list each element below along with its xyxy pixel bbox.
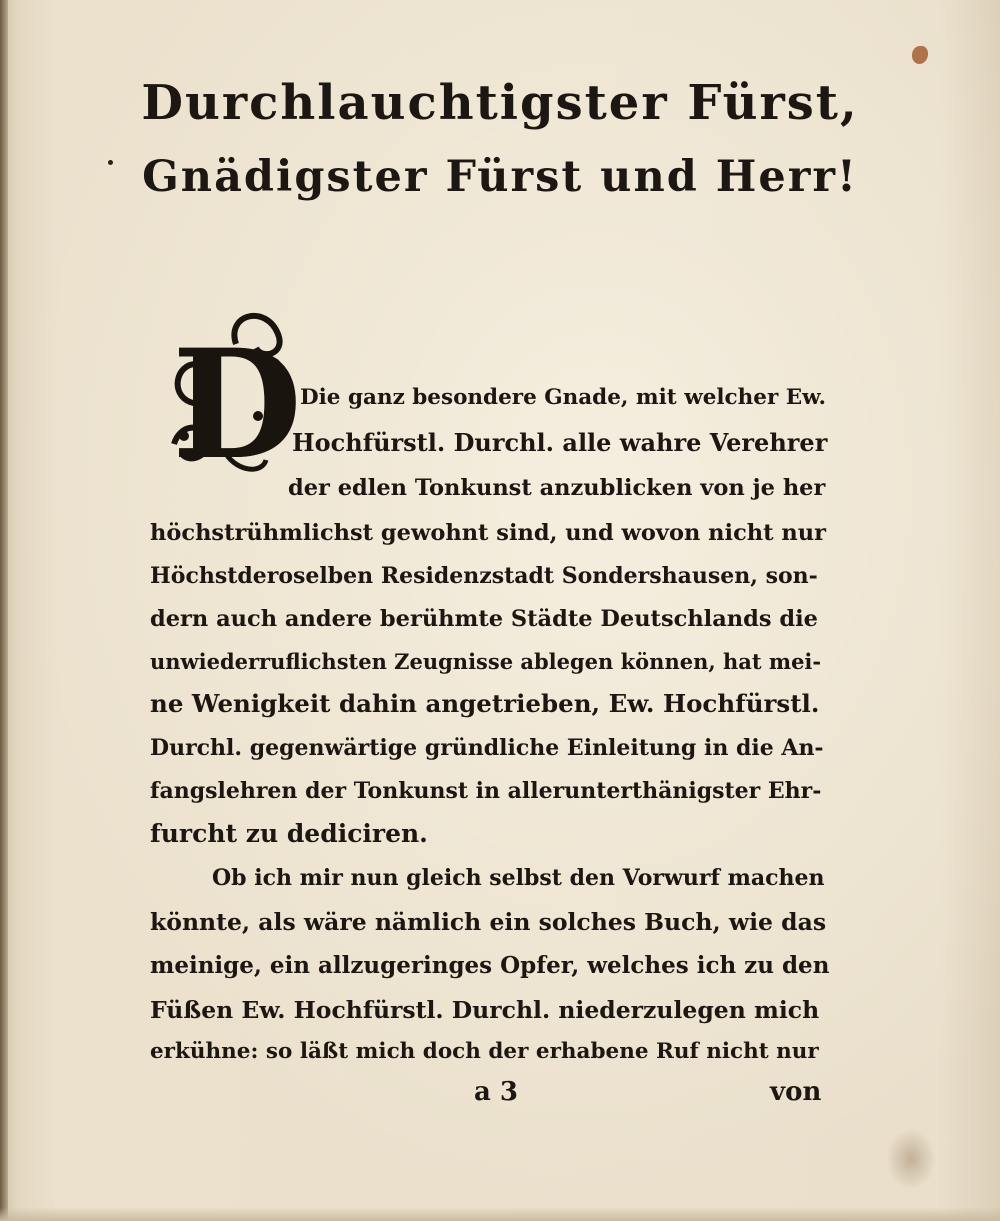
text-line: Durchl. gegenwärtige gründliche Einleitung in die An- — [150, 735, 824, 761]
text-line: der edlen Tonkunst anzublicken von je her — [288, 475, 826, 501]
text-line: unwiederruflichsten Zeugnisse ablegen können, hat mei- — [150, 649, 822, 674]
text-line: Hochfürstl. Durchl. alle wahre Verehrer — [292, 428, 828, 457]
heading-line-2: Gnädigster Fürst und Herr! — [142, 152, 858, 202]
text-line: Füßen Ew. Hochfürstl. Durchl. niederzulegen mich — [150, 996, 820, 1024]
catchword: von — [770, 1077, 822, 1107]
heading-line-1: Durchlauchtigster Fürst, — [141, 75, 859, 131]
initial-letter: D — [172, 317, 303, 493]
text-line: erkühne: so läßt mich doch der erhabene Ruf nicht nur — [150, 1039, 819, 1064]
text-line: fangslehren der Tonkunst in allerunterthänigster Ehr- — [150, 778, 822, 804]
text-line: höchstrühmlichst gewohnt sind, und wovon nicht nur — [150, 520, 826, 546]
text-line: dern auch andere berühmte Städte Deutschlands die — [150, 606, 818, 632]
text-line: meinige, ein allzugeringes Opfer, welches ich zu den — [150, 952, 830, 979]
text-line: furcht zu dediciren. — [150, 819, 428, 848]
text-line: ne Wenigkeit dahin angetrieben, Ew. Hochfürstl. — [150, 689, 820, 718]
text-line: Ob ich mir nun gleich selbst den Vorwurf machen — [212, 865, 825, 891]
text-line: Die ganz besondere Gnade, mit welcher Ew. — [300, 385, 826, 410]
text-line: Höchstderoselben Residenzstadt Sondershausen, son- — [150, 563, 818, 589]
text-line: könnte, als wäre nämlich ein solches Buch, wie das — [150, 908, 827, 936]
signature-mark: a 3 — [474, 1077, 518, 1107]
